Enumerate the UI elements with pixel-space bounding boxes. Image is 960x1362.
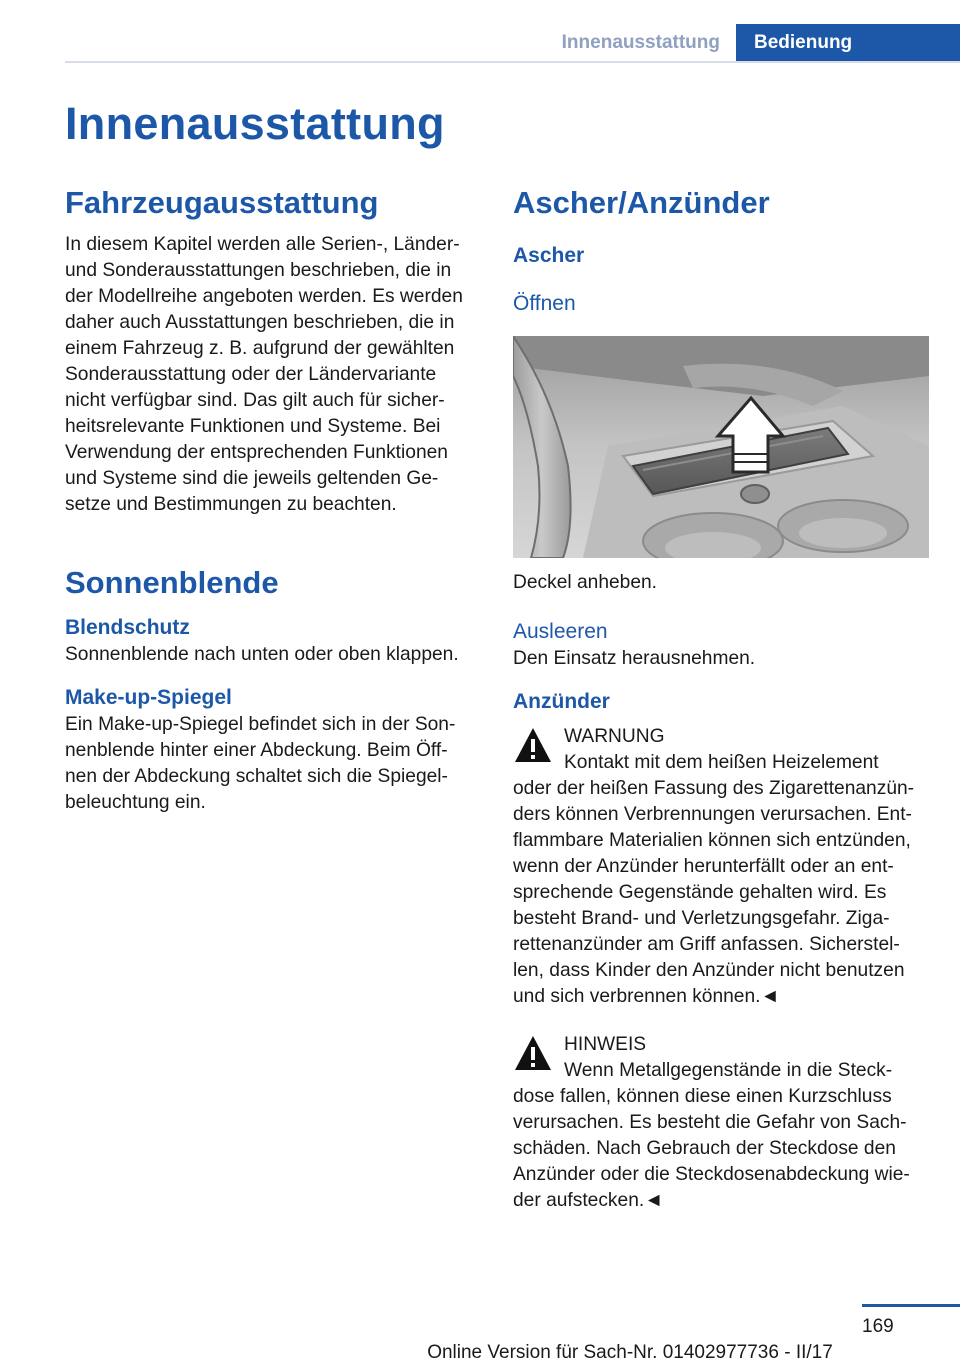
page-number: 169 [862, 1316, 894, 1337]
section-title-sonnenblende: Sonnenblende [65, 565, 279, 600]
paragraph-ausleeren: Den Einsatz herausnehmen. [513, 648, 756, 669]
subsection-title-anzuender: Anzünder [513, 690, 610, 713]
notice-text: dose fallen, können diese einen Kurzschluss verursachen. Es besteht die Gefahr von Sach- schäden. Nach Gebrauch der Steckdose den Anzünder oder die Steckdosenabdeckung wie- der aufstecken.◄ [513, 1086, 910, 1211]
paragraph-makeup: Ein Make-up-Spiegel befindet sich in der Son- nenblende hinter einer Abdeckung. Beim Öff- nen der Abdeckung schaltet sich die Spiegel- beleuchtung ein. [65, 714, 456, 813]
warning-triangle-icon [513, 726, 553, 764]
subsection-title-blendschutz: Blendschutz [65, 616, 190, 639]
left-column [65, 184, 480, 816]
notice-first-line: Wenn Metallgegenstände in die Steck- [564, 1060, 893, 1081]
paragraph-blendschutz: Sonnenblende nach unten oder oben klappen. [65, 644, 459, 665]
warning-text: oder der heißen Fassung des Zigarettenanzün- ders können Verbrennungen verursachen. Ent- flammbare Materialien können sich entzünden, wenn der Anzünder herunterfällt oder an ent- sprechende Gegenstände gehalten wird. Es besteht Brand- und Verletzungsgefahr. Ziga- rettenanzünder am Griff anfassen. Sicherstel- len, dass Kinder den Anzünder nicht benutzen und sich verbrennen können.◄ [513, 778, 915, 1007]
ashtray-figure [513, 336, 929, 558]
subsection-title-makeup: Make-up-Spiegel [65, 686, 232, 709]
ashtray-illustration [513, 336, 929, 558]
warning-label: WARNUNG [564, 726, 665, 747]
warning-box [513, 724, 929, 1010]
chapter-title: Innenausstattung [65, 98, 445, 149]
header-tabs [546, 24, 960, 62]
notice-triangle-icon [513, 1034, 553, 1072]
header-tab-section[interactable]: Innenausstattung [546, 24, 736, 62]
notice-box [513, 1032, 929, 1214]
subsection-title-ausleeren: Ausleeren [513, 620, 608, 643]
warning-first-line: Kontakt mit dem heißen Heizelement [564, 752, 879, 773]
section-title-fahrzeugausstattung: Fahrzeugausstattung [65, 185, 379, 220]
header-tab-chapter[interactable]: Bedienung [736, 24, 960, 62]
subsection-title-oeffnen: Öffnen [513, 292, 576, 315]
footer-note: Online Version für Sach-Nr. 01402977736 - II/17 [427, 1342, 833, 1362]
notice-label: HINWEIS [564, 1034, 647, 1055]
paragraph-fahrzeugausstattung: In diesem Kapitel werden alle Serien-, Länder- und Sonderausstattungen beschrieben, die in der Modellreihe angeboten werden. Es werden daher auch Ausstattungen beschrieben, die in einem Fahrzeug z. B. aufgrund der gewählten Sonderausstattung oder der Ländervariante nicht verfügbar sind. Das gilt auch für sicher- heitsrelevante Funktionen und Systeme. Bei Verwendung der entsprechenden Funktionen und Systeme sind die jeweils geltenden Ge- setze und Bestimmungen zu beachten. [65, 234, 463, 515]
header-divider [65, 61, 960, 63]
footer-divider [862, 1304, 960, 1307]
subsection-title-ascher: Ascher [513, 244, 585, 267]
figure-caption: Deckel anheben. [513, 572, 658, 593]
section-title-ascher-anzuender: Ascher/Anzünder [513, 185, 770, 220]
right-column [513, 184, 929, 1214]
